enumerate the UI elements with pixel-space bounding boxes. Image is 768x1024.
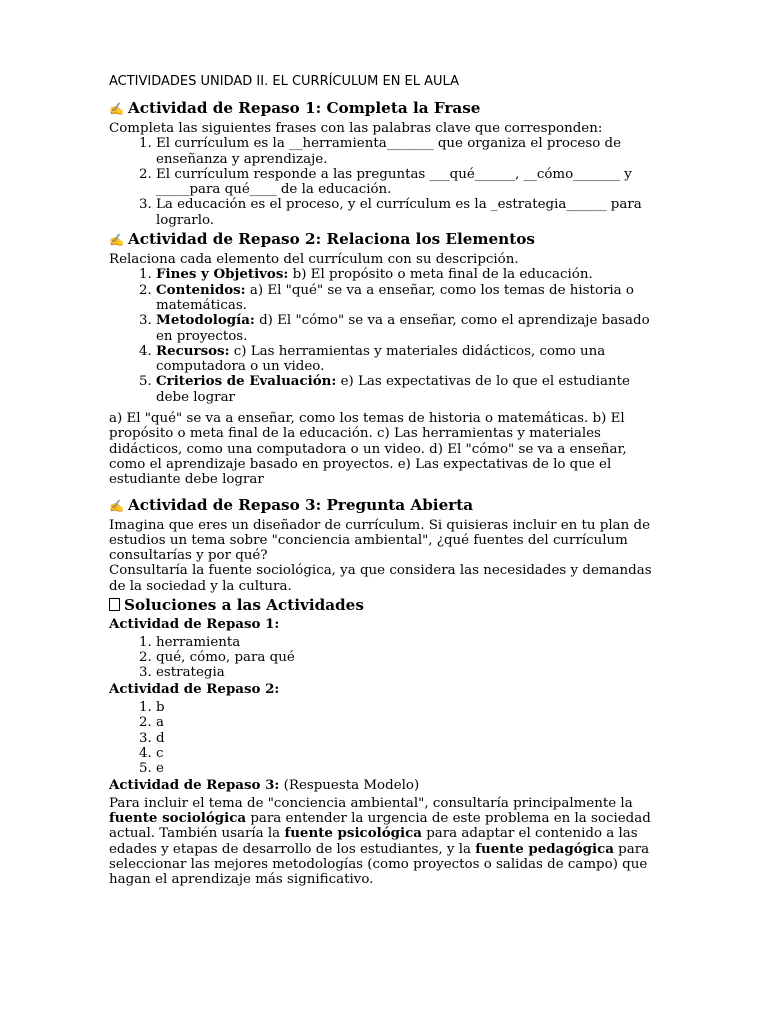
highlight-term: fuente psicológica: [284, 825, 422, 842]
list-item: [156, 283, 661, 314]
activity3-heading: [109, 496, 661, 516]
solution3-label-line: [109, 778, 661, 793]
solutions-heading: [109, 596, 661, 615]
list-item: 2. a: [156, 715, 661, 730]
activity2-heading-text: Actividad de Repaso 2: Relaciona los Elementos: [127, 230, 535, 249]
writing-hand-icon: ✍: [109, 102, 124, 116]
highlight-term: fuente pedagógica: [475, 840, 614, 857]
activity2-heading: [109, 230, 661, 250]
solution3-label: Actividad de Repaso 3:: [109, 777, 280, 794]
list-item: 2. qué, cómo, para qué: [156, 650, 661, 665]
solution3-note: (Respuesta Modelo): [279, 778, 420, 794]
list-item: 4. c: [156, 746, 661, 761]
list-item: [156, 313, 661, 344]
list-item: 3. d: [156, 731, 661, 746]
list-item: 3. La educación es el proceso, y el currículum es la _estrategia______ para lograrlo.: [156, 197, 661, 228]
list-item: 1. b: [156, 700, 661, 715]
solution1-label: Actividad de Repaso 1:: [109, 616, 280, 633]
element-term: Metodología:: [156, 312, 255, 329]
list-item: 5. e: [156, 761, 661, 776]
activity2-intro: Relaciona cada elemento del currículum con su descripción.: [109, 252, 519, 268]
element-desc: e) Las expectativas de lo que el estudiante debe lograr: [156, 374, 630, 405]
document-page: [109, 74, 661, 887]
element-desc: d) El "cómo" se va a enseñar, como el aprendizaje basado en proyectos.: [156, 313, 650, 344]
solutions-heading-text: Soluciones a las Actividades: [124, 596, 364, 615]
activity3-prompt: Imagina que eres un diseñador de currículum. Si quisieras incluir en tu plan de estudios un tema sobre "conciencia ambiental", ¿qué fuentes del currículum consultarías y por qué?: [109, 517, 651, 564]
element-term: Recursos:: [156, 342, 230, 359]
missing-glyph-box-icon: [109, 598, 120, 611]
list-item: [156, 267, 661, 282]
element-desc: b) El propósito o meta final de la educación.: [288, 267, 593, 283]
activity1-heading-text: Actividad de Repaso 1: Completa la Frase: [127, 99, 481, 117]
activity1-heading: [109, 99, 661, 119]
solution2-list: [109, 700, 661, 776]
paragraph-text: Para incluir el tema de "conciencia ambiental", consultaría principalmente la: [109, 795, 633, 811]
list-item: 2. El currículum responde a las preguntas ___qué______, __cómo_______ y _____para qué____ de la educación.: [156, 167, 661, 198]
activity1-list: [109, 136, 661, 228]
element-term: Contenidos:: [156, 281, 246, 298]
paragraph-text: para entender la urgencia de este problema en la sociedad actual. También usaría la: [109, 810, 651, 842]
list-item: 1. herramienta: [156, 635, 661, 650]
list-item: [156, 344, 661, 375]
writing-hand-icon: ✍: [109, 233, 124, 248]
activity3-heading-text: Actividad de Repaso 3: Pregunta Abierta: [127, 495, 474, 514]
highlight-term: fuente sociológica: [109, 809, 247, 826]
activity3-answer: Consultaría la fuente sociológica, ya que considera las necesidades y demandas de la sociedad y la cultura.: [109, 563, 652, 594]
solution2-label: Actividad de Repaso 2:: [109, 681, 280, 698]
element-desc: a) El "qué" se va a enseñar, como los temas de historia o matemáticas.: [156, 282, 634, 313]
list-item: 1. El currículum es la __herramienta_______ que organiza el proceso de enseñanza y aprendizaje.: [156, 136, 661, 167]
element-desc: c) Las herramientas y materiales didácticos, como una computadora o un video.: [156, 343, 606, 375]
solution3-paragraph: [109, 796, 661, 888]
paragraph-text: para adaptar el contenido a las edades y etapas de desarrollo de los estudiantes, y la: [109, 826, 638, 857]
activity2-list: [109, 267, 661, 405]
activity2-options-paragraph: a) El "qué" se va a enseñar, como los temas de historia o matemáticas. b) El propósito o meta final de la educación. c) Las herramientas y materiales didácticos, como una computadora o un video. d) El "cómo" se va a enseñar, como el aprendizaje basado en proyectos. e) Las expectativas de lo que el estudiante debe lograr: [109, 411, 627, 488]
solution1-list: [109, 635, 661, 681]
list-item: 3. estrategia: [156, 665, 661, 680]
element-term: Criterios de Evaluación:: [156, 373, 337, 390]
element-term: Fines y Objetivos:: [156, 266, 289, 283]
activity1-intro: Completa las siguientes frases con las palabras clave que corresponden:: [109, 121, 603, 136]
list-item: [156, 374, 661, 405]
writing-hand-icon: ✍: [109, 498, 124, 513]
paragraph-text: para seleccionar las mejores metodologías (como proyectos o salidas de campo) que hagan el aprendizaje más significativo.: [109, 841, 650, 888]
document-title: ACTIVIDADES UNIDAD II. EL CURRÍCULUM EN EL AULA: [109, 74, 459, 89]
